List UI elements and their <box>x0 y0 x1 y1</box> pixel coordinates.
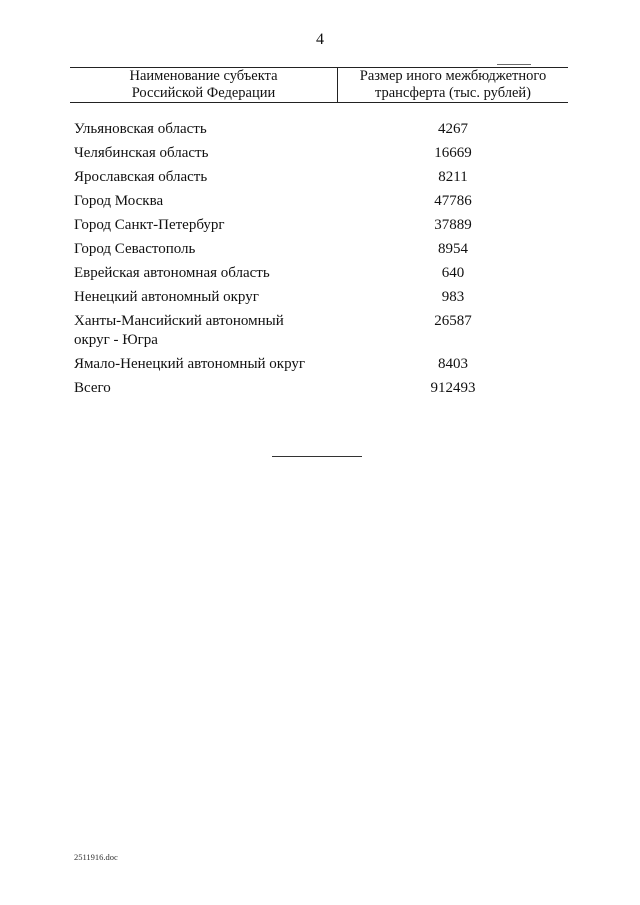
table-body <box>0 118 640 401</box>
closing-rule <box>272 456 362 457</box>
table-header-border <box>70 102 568 103</box>
subject-name: Город Москва <box>74 193 164 209</box>
column-header-amount <box>338 68 568 102</box>
subject-name: Челябинская область <box>74 145 209 161</box>
total-amount: 912493 <box>430 380 476 396</box>
table-row <box>0 286 640 310</box>
subject-name: Город Севастополь <box>74 241 196 257</box>
table-row <box>0 353 640 377</box>
subject-name-line1: Ханты-Мансийский автономный <box>74 313 284 329</box>
transfer-amount: 8403 <box>438 356 468 372</box>
subject-name <box>74 312 314 350</box>
table-row <box>0 238 640 262</box>
column-header-subject-line2: Российской Федерации <box>131 85 276 101</box>
column-header-subject-line1: Наименование субъекта <box>129 68 278 84</box>
transfer-amount: 8954 <box>438 241 468 257</box>
table-row <box>0 262 640 286</box>
transfer-amount: 640 <box>441 265 465 281</box>
page-number: 4 <box>316 31 324 48</box>
table-row <box>0 310 640 353</box>
table-row-total <box>0 377 640 401</box>
subject-name-line2: округ - Югра <box>74 332 158 348</box>
transfer-amount: 4267 <box>438 121 468 137</box>
column-header-subject <box>70 68 337 102</box>
subject-name: Ульяновская область <box>74 121 207 137</box>
subject-name: Ярославская область <box>74 169 208 185</box>
subject-name: Город Санкт-Петербург <box>74 217 225 233</box>
total-label: Всего <box>74 380 111 396</box>
column-header-amount-line2: трансферта (тыс. рублей) <box>374 85 532 101</box>
table-row <box>0 142 640 166</box>
header-mark <box>497 64 531 65</box>
table-row <box>0 166 640 190</box>
column-header-amount-line1: Размер иного межбюджетного <box>359 68 547 84</box>
subject-name: Еврейская автономная область <box>74 265 270 281</box>
transfer-amount: 26587 <box>434 313 472 329</box>
transfer-amount: 37889 <box>434 217 472 233</box>
subject-name: Ненецкий автономный округ <box>74 289 259 305</box>
transfer-amount: 8211 <box>438 169 468 185</box>
transfer-amount: 983 <box>441 289 465 305</box>
footer-document-code: 2511916.doc <box>74 852 118 862</box>
subject-name: Ямало-Ненецкий автономный округ <box>74 356 306 372</box>
transfer-amount: 47786 <box>434 193 472 209</box>
table-row <box>0 190 640 214</box>
table-row <box>0 214 640 238</box>
table-row <box>0 118 640 142</box>
transfer-amount: 16669 <box>434 145 472 161</box>
